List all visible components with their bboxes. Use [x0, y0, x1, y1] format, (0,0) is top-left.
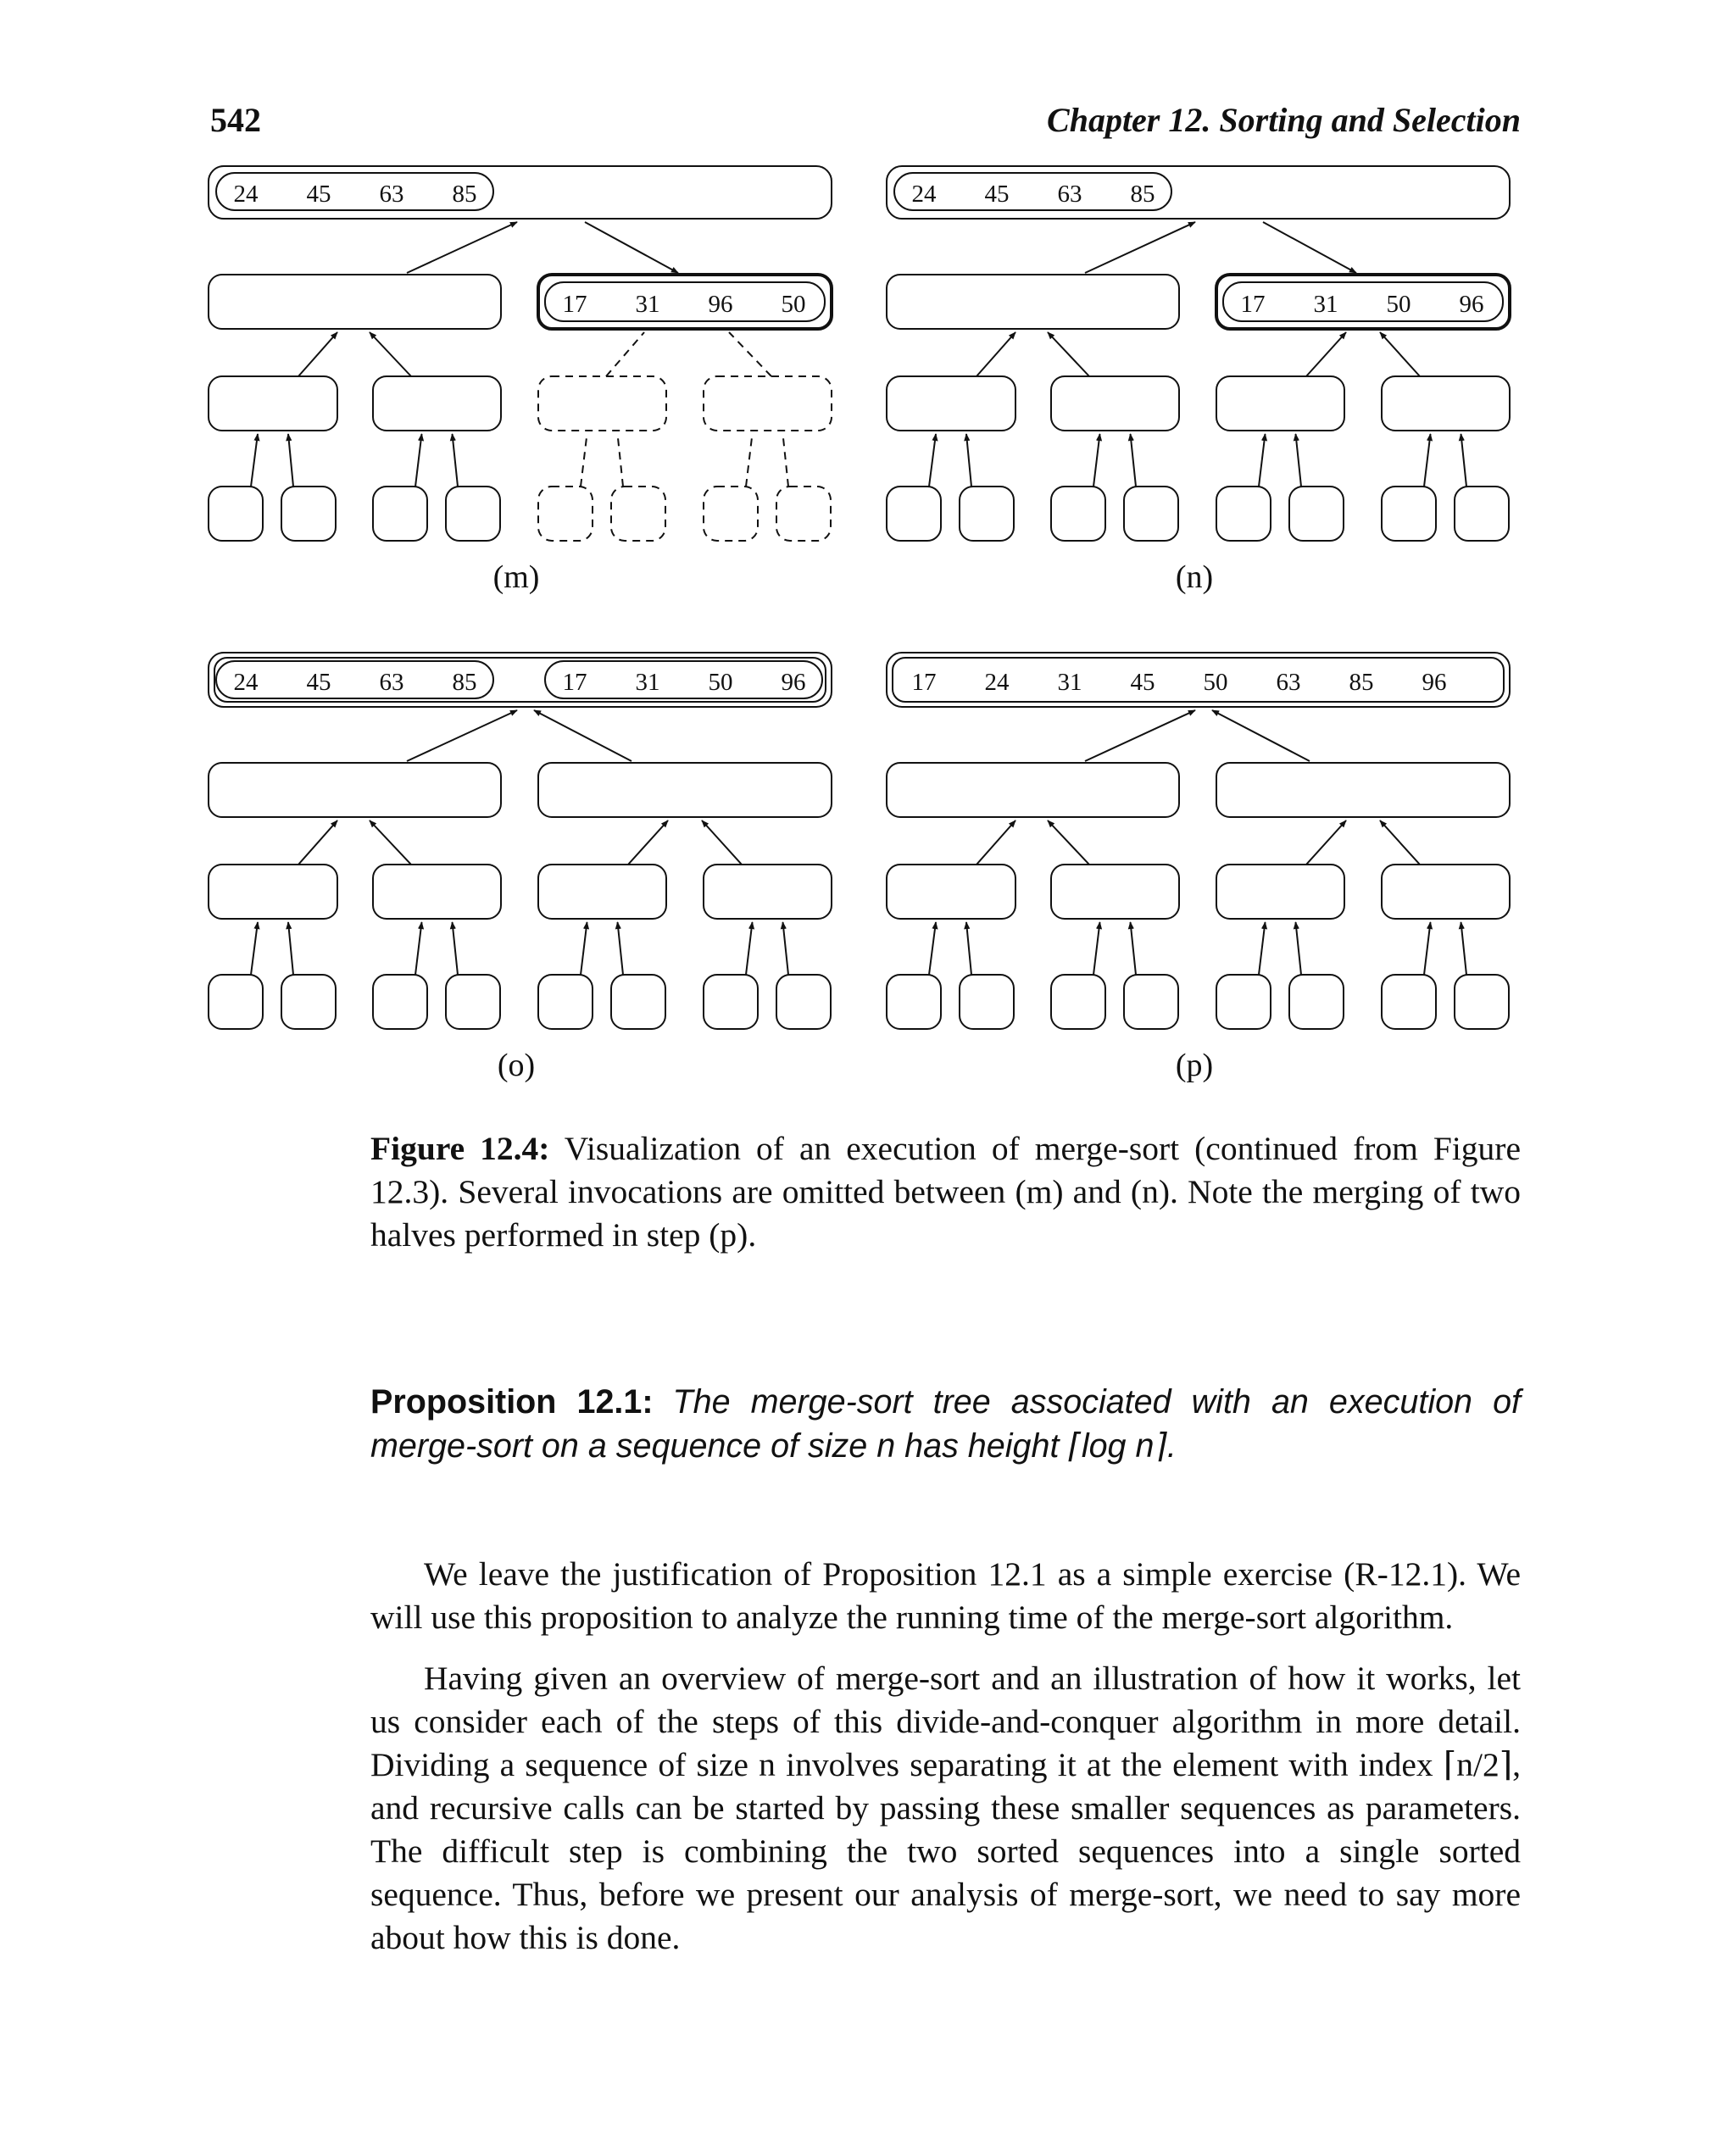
leaf-box: [1051, 975, 1105, 1029]
root-value: 45: [306, 669, 331, 696]
leaf-box: [776, 975, 831, 1029]
level1-left-box: [887, 275, 1179, 329]
level1-right-value: 31: [635, 291, 660, 318]
root-value: 96: [781, 669, 806, 696]
dashed-edge: [618, 434, 624, 487]
leaf-box: [373, 487, 427, 541]
leaf-box: [1289, 487, 1344, 541]
leaf-box: [960, 487, 1014, 541]
leaf-box: [611, 975, 665, 1029]
leaf-dashed-box: [704, 487, 758, 541]
proposition: [370, 1380, 1521, 1468]
root-value: 24: [233, 669, 259, 696]
arrow-leaf-to-l2: [1093, 922, 1100, 975]
root-value: 17: [911, 669, 937, 696]
level2-box: [1216, 865, 1344, 919]
arrow-leaf-to-l2: [929, 922, 936, 975]
level2-box: [1051, 865, 1179, 919]
arrow-leaf-to-l2: [251, 434, 258, 487]
paragraph-2: Having given an overview of merge-sort and an illustration of how it works, let us consider each of the steps of this divide-and-conquer algorithm in more detail. Dividing a sequence of size n involves separating it at the element with index ⌈n/2⌉, and recursive calls can be started by passing these smaller sequences as parameters. The difficult step is combining the two sorted sequences into a single sorted sequence. Thus, before we present our analysis of merge-sort, we need to say more about how this is done.: [370, 1660, 1521, 1956]
root-value: 63: [1276, 669, 1301, 696]
root-value: 85: [452, 181, 477, 208]
arrow-leaf-to-l2: [453, 922, 459, 975]
arrow-leaf-to-l2: [1424, 922, 1431, 975]
dashed-edge: [729, 332, 771, 376]
level1-left-box: [209, 763, 501, 817]
root-value: 63: [379, 181, 404, 208]
arrow-l2-to-l1: [298, 820, 337, 865]
level1-left-box: [209, 275, 501, 329]
level2-box: [1382, 865, 1510, 919]
leaf-box: [446, 487, 500, 541]
arrow-leaf-to-l2: [929, 434, 936, 487]
level1-right-box: [538, 763, 832, 817]
arrow-leaf-to-l2: [581, 922, 587, 975]
figure-caption-text: Visualization of an execution of merge-sort (continued from Figure 12.3). Several invocations are omitted between (m) and (n). Note the merging of two halves performed in step (p).: [370, 1130, 1521, 1254]
arrow-l2-to-l1: [976, 820, 1015, 865]
level2-box: [887, 865, 1015, 919]
level1-right-value: 96: [708, 291, 733, 318]
arrow-leaf-to-l2: [783, 922, 789, 975]
arrow-l2-to-l1: [1306, 820, 1346, 865]
leaf-box: [1124, 975, 1178, 1029]
leaf-box: [281, 487, 336, 541]
root-value: 45: [306, 181, 331, 208]
arrow-l2-to-l1: [702, 820, 742, 865]
leaf-box: [1382, 487, 1436, 541]
arrow-l2-to-l1: [1048, 820, 1089, 865]
page-number: 542: [210, 101, 261, 139]
root-value: 85: [1349, 669, 1374, 696]
level2-box: [1216, 376, 1344, 431]
root-value: 85: [1130, 181, 1155, 208]
arrow-l2-to-l1: [298, 332, 337, 376]
root-value: 24: [911, 181, 937, 208]
level2-box: [1051, 376, 1179, 431]
leaf-box: [209, 975, 263, 1029]
arrow-leaf-to-l2: [251, 922, 258, 975]
level1-right-value: 50: [1386, 291, 1411, 318]
arrow-root-down-right: [585, 222, 678, 273]
leaf-dashed-box: [611, 487, 665, 541]
arrow-leaf-to-l2: [288, 922, 293, 975]
leaf-box: [1289, 975, 1344, 1029]
root-value: 63: [379, 669, 404, 696]
arrow-leaf-to-l2: [1131, 922, 1137, 975]
figure-caption-label: Figure 12.4:: [370, 1130, 550, 1167]
arrow-leaf-to-l2: [1424, 434, 1431, 487]
level1-right-value: 31: [1313, 291, 1338, 318]
arrow-leaf-to-l2: [966, 434, 971, 487]
leaf-box: [538, 975, 593, 1029]
figure-caption: [370, 1127, 1521, 1257]
root-value: 45: [984, 181, 1010, 208]
leaf-box: [373, 975, 427, 1029]
level1-right-value: 17: [562, 291, 587, 318]
arrow-leaf-to-l2: [1461, 434, 1467, 487]
dashed-edge: [783, 434, 789, 487]
arrow-up-left-to-root: [407, 710, 517, 761]
root-outer-box: [887, 653, 1510, 707]
leaf-box: [446, 975, 500, 1029]
root-value: 45: [1130, 669, 1155, 696]
panel-label: (m): [492, 559, 540, 595]
arrow-up-left-to-root: [407, 222, 517, 273]
arrow-leaf-to-l2: [1259, 922, 1266, 975]
root-value: 85: [452, 669, 477, 696]
arrow-leaf-to-l2: [1131, 434, 1137, 487]
leaf-box: [209, 487, 263, 541]
level2-dashed-box: [704, 376, 832, 431]
level2-box: [704, 865, 832, 919]
arrow-l2-to-l1: [1380, 820, 1420, 865]
panel-label: (n): [1175, 559, 1214, 595]
arrow-leaf-to-l2: [288, 434, 293, 487]
level1-right-value: 17: [1240, 291, 1266, 318]
arrow-l2-to-l1: [628, 820, 668, 865]
arrow-up-right-to-root: [534, 710, 632, 761]
arrow-l2-to-l1: [370, 820, 411, 865]
level2-box: [1382, 376, 1510, 431]
level2-dashed-box: [538, 376, 666, 431]
root-value: 31: [1057, 669, 1082, 696]
arrow-leaf-to-l2: [1296, 434, 1302, 487]
dashed-edge: [581, 434, 587, 487]
leaf-dashed-box: [776, 487, 831, 541]
leaf-box: [1124, 487, 1178, 541]
arrow-root-down-right: [1263, 222, 1356, 273]
root-value: 63: [1057, 181, 1082, 208]
leaf-box: [704, 975, 758, 1029]
arrow-leaf-to-l2: [415, 434, 422, 487]
arrow-leaf-to-l2: [746, 922, 753, 975]
arrow-up-left-to-root: [1085, 710, 1195, 761]
leaf-box: [887, 975, 941, 1029]
root-value: 96: [1422, 669, 1447, 696]
arrow-l2-to-l1: [1306, 332, 1346, 376]
leaf-box: [1382, 975, 1436, 1029]
arrow-leaf-to-l2: [1259, 434, 1266, 487]
root-value: 31: [635, 669, 660, 696]
level2-box: [373, 865, 501, 919]
level2-box: [209, 865, 337, 919]
leaf-box: [1051, 487, 1105, 541]
leaf-dashed-box: [538, 487, 593, 541]
panel-label: (o): [497, 1048, 536, 1083]
arrow-leaf-to-l2: [453, 434, 459, 487]
dashed-edge: [606, 332, 644, 376]
root-value: 24: [233, 181, 259, 208]
arrow-l2-to-l1: [370, 332, 411, 376]
arrow-leaf-to-l2: [618, 922, 624, 975]
proposition-text: The merge-sort tree associated with an execution of merge-sort on a sequence of size n has height ⌈log n⌉.: [370, 1383, 1522, 1465]
level2-box: [887, 376, 1015, 431]
arrow-up-left-to-root: [1085, 222, 1195, 273]
root-value: 50: [1203, 669, 1228, 696]
proposition-label: Proposition 12.1:: [370, 1383, 654, 1421]
arrow-l2-to-l1: [1380, 332, 1420, 376]
level1-right-value: 96: [1459, 291, 1484, 318]
leaf-box: [960, 975, 1014, 1029]
leaf-box: [1455, 487, 1509, 541]
leaf-box: [1216, 975, 1271, 1029]
arrow-l2-to-l1: [1048, 332, 1089, 376]
arrow-leaf-to-l2: [966, 922, 971, 975]
arrow-leaf-to-l2: [1461, 922, 1467, 975]
arrow-up-right-to-root: [1212, 710, 1310, 761]
arrow-leaf-to-l2: [1093, 434, 1100, 487]
leaf-box: [1455, 975, 1509, 1029]
dashed-edge: [746, 434, 753, 487]
level2-box: [209, 376, 337, 431]
level2-box: [538, 865, 666, 919]
arrow-leaf-to-l2: [1296, 922, 1302, 975]
paragraph-1: We leave the justification of Proposition 12.1 as a simple exercise (R-12.1). We will use this proposition to analyze the running time of the merge-sort algorithm.: [370, 1555, 1521, 1636]
level2-box: [373, 376, 501, 431]
leaf-box: [1216, 487, 1271, 541]
level1-left-box: [887, 763, 1179, 817]
arrow-leaf-to-l2: [415, 922, 422, 975]
root-value: 17: [562, 669, 587, 696]
level1-right-box: [1216, 763, 1510, 817]
root-value: 24: [984, 669, 1010, 696]
panel-label: (p): [1175, 1048, 1214, 1083]
chapter-title: Chapter 12. Sorting and Selection: [1047, 101, 1521, 139]
leaf-box: [887, 487, 941, 541]
level1-right-value: 50: [781, 291, 806, 318]
root-value: 50: [708, 669, 733, 696]
arrow-l2-to-l1: [976, 332, 1015, 376]
leaf-box: [281, 975, 336, 1029]
